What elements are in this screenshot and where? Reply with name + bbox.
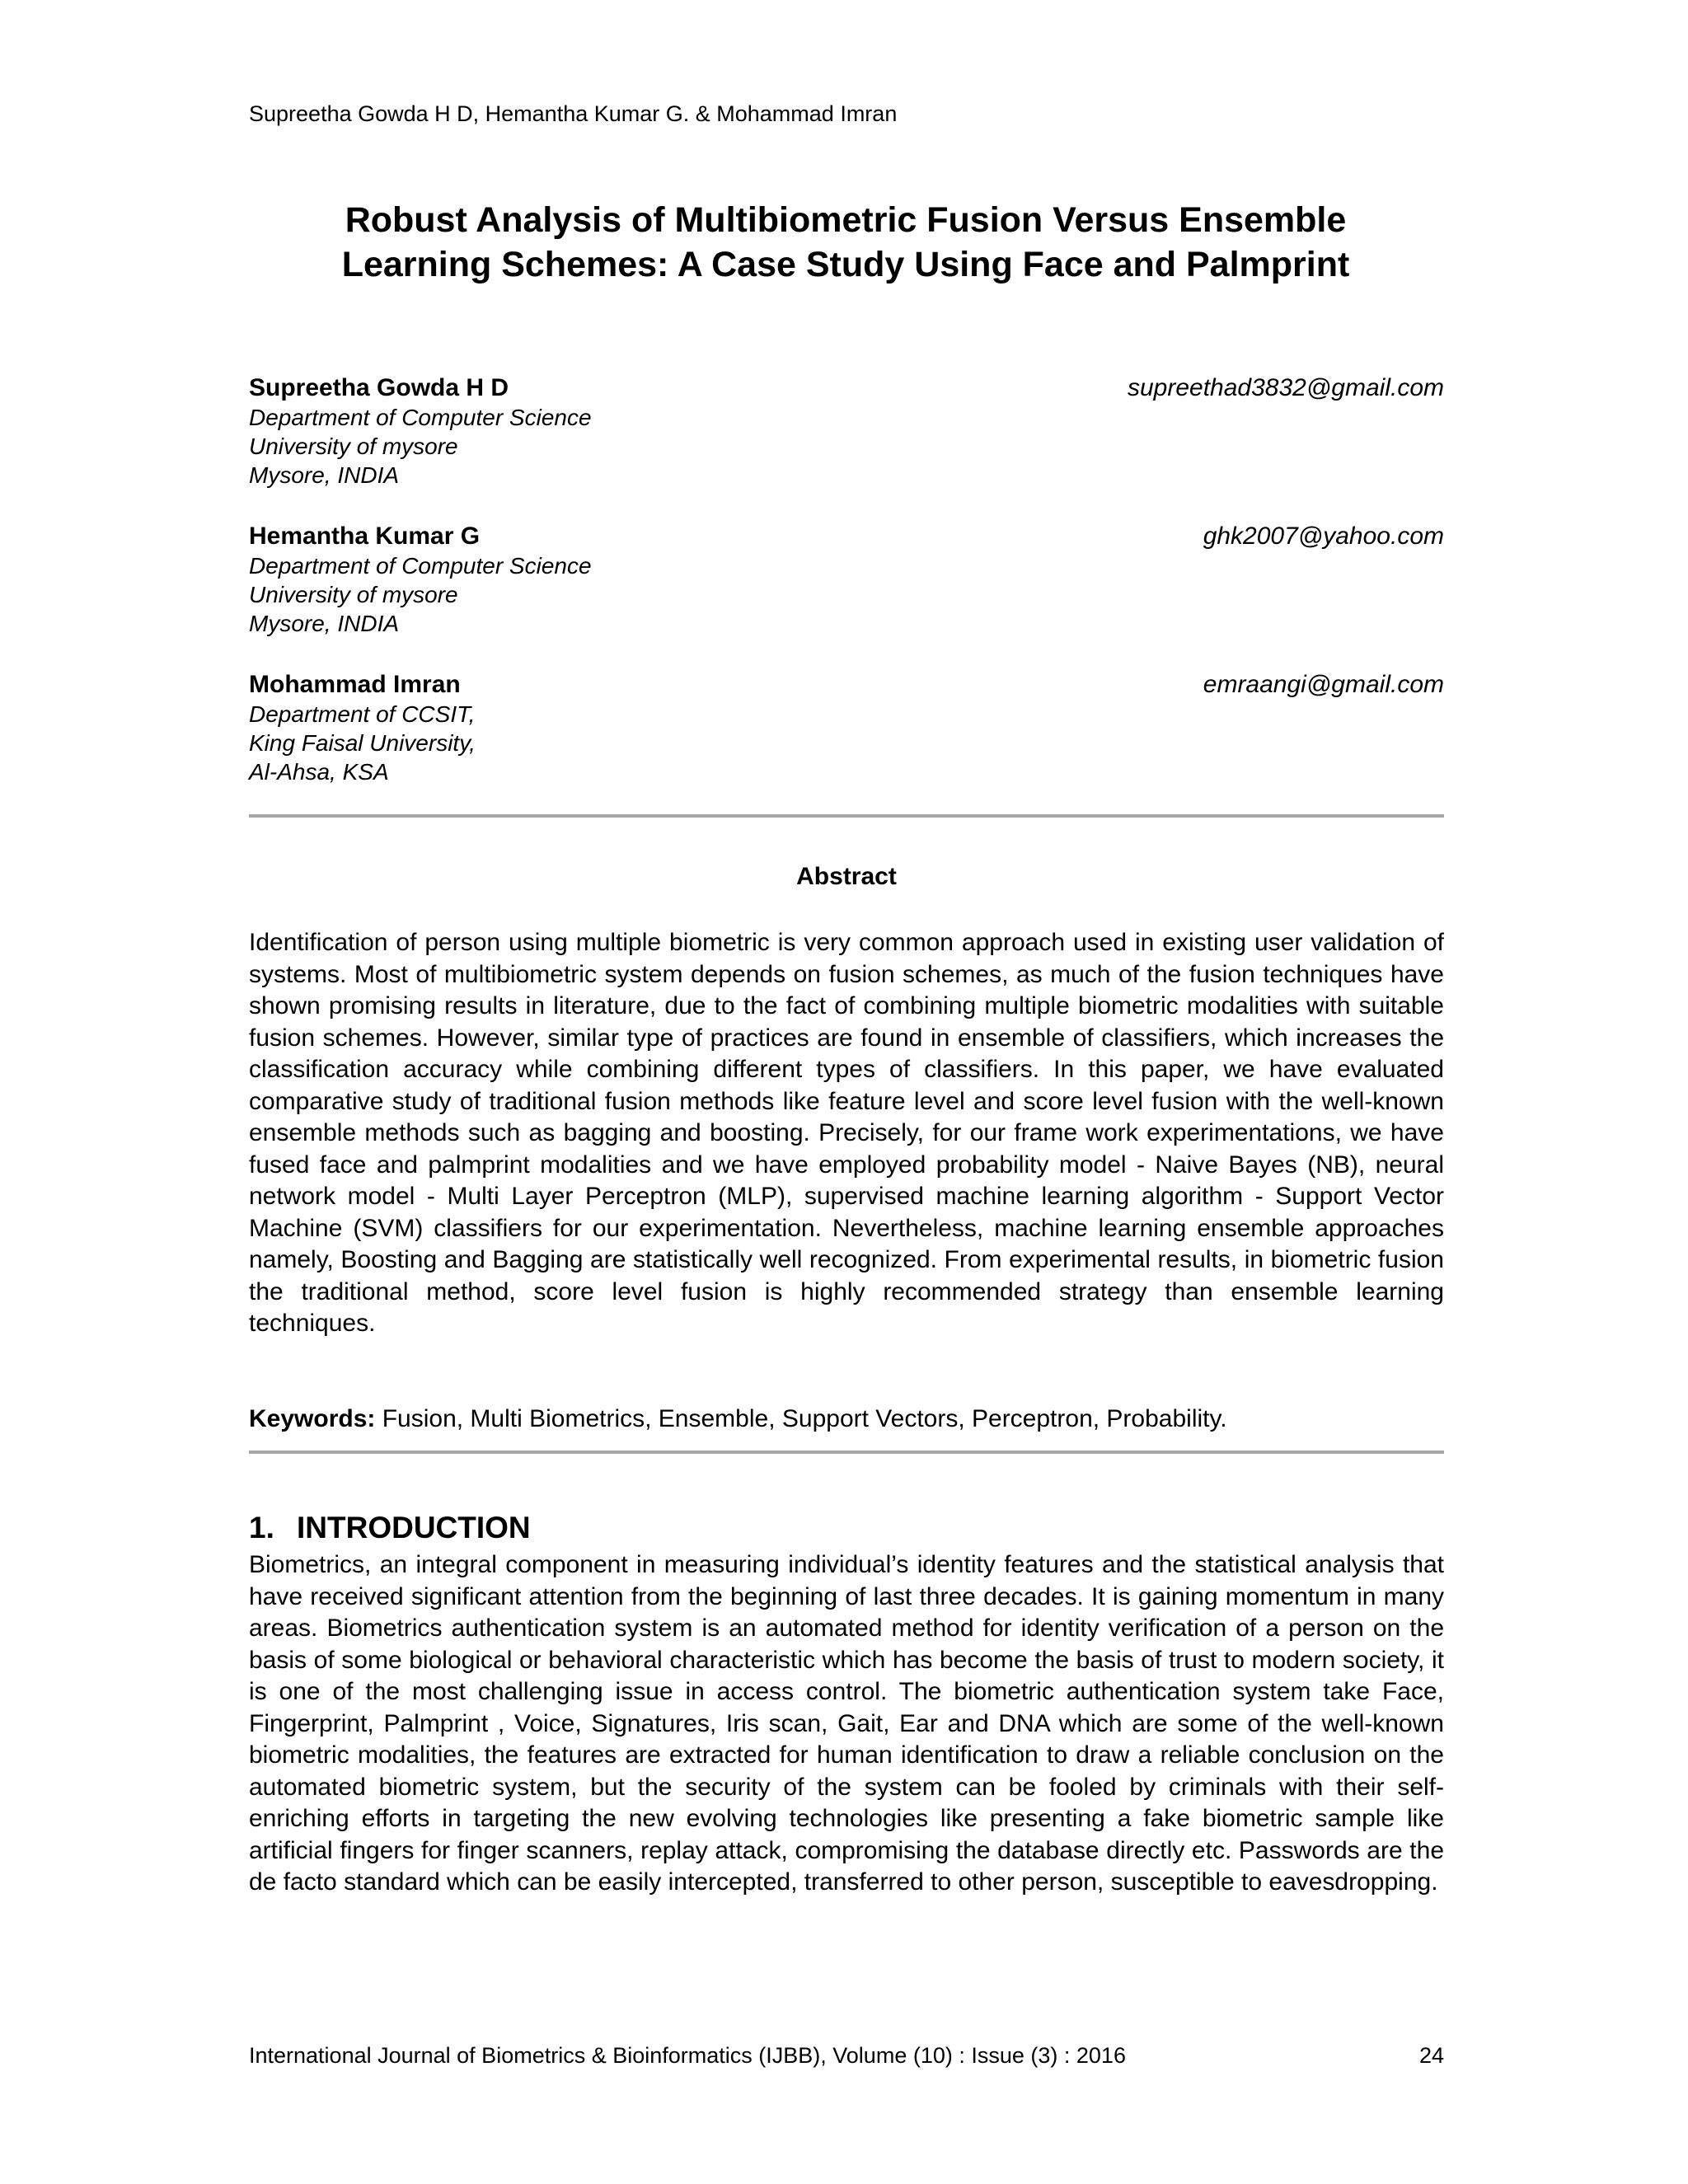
author-name: Hemantha Kumar G <box>249 523 481 550</box>
author-location: Mysore, INDIA <box>249 462 400 488</box>
author-name: Mohammad Imran <box>249 671 461 698</box>
keywords <box>249 1404 1444 1435</box>
page-footer <box>249 2042 1444 2069</box>
section-title: INTRODUCTION <box>297 1511 531 1544</box>
author-block-2 <box>249 522 1444 638</box>
author-email[interactable]: ghk2007@yahoo.com <box>1203 523 1444 550</box>
divider-top <box>249 814 1444 818</box>
author-department: Department of Computer Science <box>249 405 592 430</box>
author-email[interactable]: supreethad3832@gmail.com <box>1127 374 1444 401</box>
author-department: Department of CCSIT, <box>249 701 476 727</box>
divider-bottom <box>249 1451 1444 1454</box>
author-name: Supreetha Gowda H D <box>249 374 509 401</box>
paper-title-line-2: Learning Schemes: A Case Study Using Face and Palmprint <box>341 245 1350 284</box>
abstract-heading: Abstract <box>796 863 897 890</box>
author-location: Al-Ahsa, KSA <box>249 759 389 785</box>
author-institution: University of mysore <box>249 434 458 459</box>
section-number: 1. <box>249 1511 274 1544</box>
author-institution: University of mysore <box>249 582 458 607</box>
author-department: Department of Computer Science <box>249 553 592 579</box>
author-block-3 <box>249 670 1444 786</box>
author-location: Mysore, INDIA <box>249 611 400 636</box>
abstract-body: Identification of person using multiple biometric is very common approach used in existing user validation of systems. Most of multibiometric system depends on fusion schemes, as much of the fusion techniques have shown promising results in literature, due to the fact of combining multiple biometric modalities with suitable fusion schemes. However, similar type of practices are found in ensemble of classifiers, which increases the classification accuracy while combining different types of classifiers. In this paper, we have evaluated comparative study of traditional fusion methods like feature level and score level fusion with the well-known ensemble methods such as bagging and boosting. Precisely, for our frame work experimentations, we have fused face and palmprint modalities and we have employed probability model - Naive Bayes (NB), neural network model - Multi Layer Perceptron (MLP), supervised machine learning algorithm - Support Vector Machine (SVM) classifiers for our experimentation. Nevertheless, machine learning ensemble approaches namely, Boosting and Bagging are statistically well recognized. From experimental results, in biometric fusion the traditional method, score level fusion is highly recommended strategy than ensemble learning techniques. <box>249 929 1444 1337</box>
paper-title <box>247 198 1444 287</box>
keywords-label: Keywords: <box>249 1405 376 1432</box>
page-number: 24 <box>1418 2043 1444 2068</box>
keywords-list: Fusion, Multi Biometrics, Ensemble, Support Vectors, Perceptron, Probability. <box>382 1405 1227 1432</box>
section-heading <box>249 1510 531 1546</box>
paper-title-line-1: Robust Analysis of Multibiometric Fusion Versus Ensemble <box>345 200 1347 240</box>
author-institution: King Faisal University, <box>249 730 476 756</box>
journal-citation: International Journal of Biometrics & Bioinformatics (IJBB), Volume (10) : Issue (3) : 2016 <box>249 2043 1126 2068</box>
author-email[interactable]: emraangi@gmail.com <box>1203 671 1444 698</box>
running-head: Supreetha Gowda H D, Hemantha Kumar G. & Mohammad Imran <box>249 101 898 126</box>
introduction-body: Biometrics, an integral component in measuring individual’s identity features and the statistical analysis that have received significant attention from the beginning of last three decades. It is gaining momentum in many areas. Biometrics authentication system is an automated method for identity verification of a person on the basis of some biological or behavioral characteristic which has become the basis of trust to modern society, it is one of the most challenging issue in access control. The biometric authentication system take Face, Fingerprint, Palmprint , Voice, Signatures, Iris scan, Gait, Ear and DNA which are some of the well-known biometric modalities, the features are extracted for human identification to draw a reliable conclusion on the automated biometric system, but the security of the system can be fooled by criminals with their self-enriching efforts in targeting the new evolving technologies like presenting a fake biometric sample like artificial fingers for finger scanners, replay attack, compromising the database directly etc. Passwords are the de facto standard which can be easily intercepted, transferred to other person, susceptible to eavesdropping. <box>249 1551 1444 1896</box>
author-block-1 <box>249 373 1444 490</box>
